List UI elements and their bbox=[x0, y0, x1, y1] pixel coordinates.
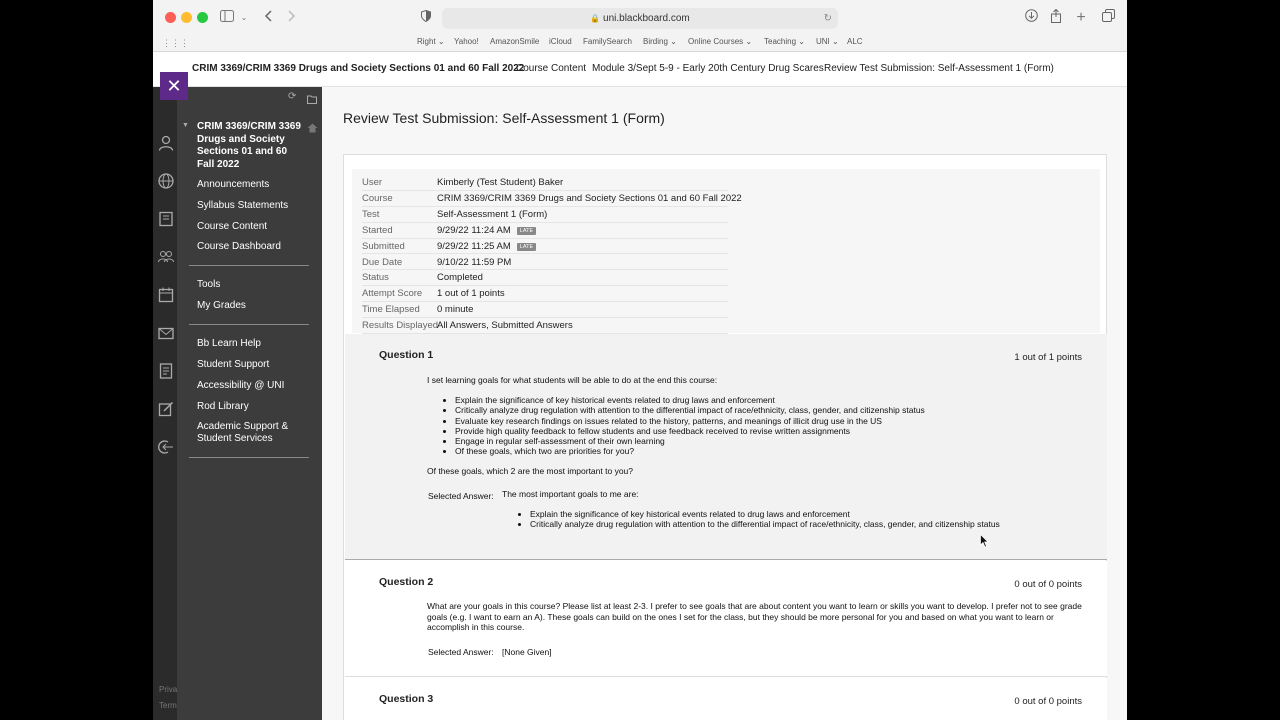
detail-value-text: Completed bbox=[437, 272, 483, 284]
minimize-window-button[interactable] bbox=[181, 12, 192, 23]
tab-overview-icon[interactable] bbox=[1100, 9, 1116, 27]
breadcrumb-current-page: Review Test Submission: Self-Assessment 1 (Form) bbox=[824, 63, 1054, 74]
list-item: • Explain the significance of key historical events related to drug laws and enforcement bbox=[530, 509, 1000, 519]
detail-value bbox=[437, 304, 473, 315]
detail-label: Results Displayed bbox=[362, 320, 439, 332]
breadcrumb-module[interactable]: Module 3/Sept 5-9 - Early 20th Century Drug Scares bbox=[592, 63, 824, 74]
download-icon[interactable] bbox=[1023, 9, 1039, 27]
question-title: Question 2 bbox=[379, 576, 434, 588]
detail-label: Status bbox=[362, 272, 389, 284]
folder-icon[interactable] bbox=[307, 91, 317, 109]
detail-value bbox=[437, 177, 563, 188]
bookmark-birding[interactable]: Birding ⌄ bbox=[643, 37, 677, 46]
selected-answer-label: Selected Answer: bbox=[428, 491, 494, 501]
detail-value bbox=[437, 288, 505, 299]
list-item: • Of these goals, which two are priorities for you? bbox=[455, 446, 925, 456]
share-icon[interactable] bbox=[1048, 9, 1064, 27]
reload-icon[interactable]: ↻ bbox=[823, 13, 832, 24]
detail-value bbox=[437, 209, 547, 220]
globe-icon[interactable] bbox=[157, 173, 175, 191]
detail-value bbox=[437, 193, 742, 204]
list-item: • Evaluate key research findings on issues related to the history, patterns, and meanings of illicit drug use in the US bbox=[455, 416, 925, 426]
detail-value bbox=[437, 257, 511, 268]
browser-window bbox=[153, 0, 1127, 720]
terms-link[interactable]: Term bbox=[159, 701, 177, 710]
detail-label: Course bbox=[362, 192, 393, 204]
bookmark-amazonsmile[interactable]: AmazonSmile bbox=[490, 37, 540, 46]
detail-row bbox=[362, 318, 728, 334]
bookmark-label: Right bbox=[417, 37, 436, 46]
bookmark-icloud[interactable]: iCloud bbox=[549, 37, 572, 46]
question-intro: I set learning goals for what students will be able to do at the end this course: bbox=[427, 375, 718, 385]
zoom-window-button[interactable] bbox=[197, 12, 208, 23]
course-menu-item-syllabus-statements[interactable]: Syllabus Statements bbox=[197, 200, 289, 211]
detail-value-text: 0 minute bbox=[437, 304, 474, 316]
course-menu-title[interactable]: CRIM 3369/CRIM 3369 Drugs and Society Sections 01 and 60 Fall 2022 bbox=[197, 121, 301, 170]
courses-icon[interactable] bbox=[157, 211, 175, 229]
course-menu-item-announcements[interactable]: Announcements bbox=[197, 179, 270, 190]
grades-icon[interactable] bbox=[157, 363, 175, 381]
bookmark-familysearch[interactable]: FamilySearch bbox=[583, 37, 632, 46]
bookmark-label: UNI bbox=[816, 37, 830, 46]
sidebar-toggle-icon[interactable] bbox=[219, 9, 235, 27]
course-menu-item-academic-support[interactable]: Academic Support & Student Services bbox=[197, 421, 289, 444]
close-window-button[interactable] bbox=[165, 12, 176, 23]
detail-row bbox=[362, 302, 728, 318]
detail-row bbox=[362, 255, 728, 271]
grid-icon[interactable]: ⋮⋮⋮ bbox=[162, 38, 189, 48]
detail-value-text: All Answers, Submitted Answers bbox=[437, 320, 573, 332]
question-block bbox=[345, 678, 1107, 720]
list-item: • Critically analyze drug regulation with attention to the differential impact of race/ethnicity, class, gender, and citizenship status bbox=[455, 405, 925, 415]
late-badge: LATE bbox=[517, 227, 536, 235]
main-content bbox=[322, 87, 1127, 720]
question-points: 0 out of 0 points bbox=[1014, 696, 1082, 707]
late-badge: LATE bbox=[517, 243, 536, 251]
detail-label: Test bbox=[362, 208, 380, 220]
detail-value bbox=[437, 241, 536, 252]
detail-label: Submitted bbox=[362, 240, 405, 252]
forward-icon[interactable] bbox=[285, 9, 299, 27]
bookmark-right[interactable]: Right ⌄ bbox=[417, 37, 445, 46]
chevron-down-icon[interactable]: ⌄ bbox=[240, 13, 248, 22]
detail-value-text: 1 out of 1 points bbox=[437, 288, 505, 300]
bookmark-alc[interactable]: ALC bbox=[847, 37, 863, 46]
detail-value-text: CRIM 3369/CRIM 3369 Drugs and Society Sections 01 and 60 Fall 2022 bbox=[437, 192, 742, 204]
detail-value-text: 9/29/22 11:24 AM bbox=[437, 224, 511, 236]
detail-label: Started bbox=[362, 224, 393, 236]
close-menu-button[interactable] bbox=[160, 72, 188, 100]
calendar-icon[interactable] bbox=[157, 287, 175, 305]
menu-divider bbox=[189, 324, 309, 325]
question-title: Question 3 bbox=[379, 693, 434, 705]
question-block bbox=[345, 561, 1107, 677]
tools-icon[interactable] bbox=[157, 401, 175, 419]
selected-answer: The most important goals to me are: bbox=[502, 489, 639, 499]
refresh-icon[interactable]: ⟳ bbox=[288, 91, 297, 102]
detail-value-text: 9/29/22 11:25 AM bbox=[437, 240, 511, 252]
course-menu-item-accessibility[interactable]: Accessibility @ UNI bbox=[197, 380, 285, 391]
menu-divider bbox=[189, 457, 309, 458]
bookmark-uni[interactable]: UNI ⌄ bbox=[816, 37, 839, 46]
new-tab-icon[interactable]: + bbox=[1076, 9, 1086, 26]
course-menu-item-course-content[interactable]: Course Content bbox=[197, 221, 268, 232]
detail-row bbox=[362, 239, 728, 255]
course-menu-item-tools[interactable]: Tools bbox=[197, 279, 221, 290]
course-menu-item-bb-learn-help[interactable]: Bb Learn Help bbox=[197, 338, 261, 349]
detail-label: Time Elapsed bbox=[362, 304, 420, 316]
list-item: • Explain the significance of key historical events related to drug laws and enforcement bbox=[455, 395, 925, 405]
selected-answer: [None Given] bbox=[502, 647, 552, 657]
question-points: 0 out of 0 points bbox=[1014, 579, 1082, 590]
question-block bbox=[345, 334, 1107, 560]
detail-row bbox=[362, 270, 728, 286]
lock-icon: 🔒 bbox=[590, 14, 601, 23]
page-title: Review Test Submission: Self-Assessment 1 (Form) bbox=[343, 110, 665, 126]
question-prompt: Of these goals, which 2 are the most important to you? bbox=[427, 466, 633, 476]
breadcrumb bbox=[153, 52, 1127, 87]
back-icon[interactable] bbox=[261, 9, 275, 27]
detail-label: User bbox=[362, 177, 383, 188]
course-menu-item-student-support[interactable]: Student Support bbox=[197, 359, 270, 370]
bookmark-label: Teaching bbox=[764, 37, 797, 46]
submission-details bbox=[352, 169, 1100, 333]
mouse-cursor-icon bbox=[980, 534, 990, 548]
goals-list bbox=[455, 395, 925, 457]
list-item: • Provide high quality feedback to fellow students and use feedback received to revise written assignments bbox=[455, 426, 925, 436]
answer-list bbox=[530, 509, 1000, 530]
question-text: What are your goals in this course? Please list at least 2-3. I prefer to see goals that are about content you want to learn or skills you want to develop. I prefer not to see grade goals (e.g. I want to earn an A). These goals can build on the ones I set for the class, but they should be more personal for you and based on what you want to learn or accomplish in this course. bbox=[427, 601, 1082, 632]
list-item: • Engage in regular self-assessment of their own learning bbox=[455, 436, 925, 446]
bookmark-online-courses[interactable]: Online Courses ⌄ bbox=[688, 37, 753, 46]
detail-row bbox=[362, 286, 728, 302]
detail-value bbox=[437, 320, 573, 331]
caret-down-icon[interactable]: ▼ bbox=[182, 122, 189, 129]
detail-value bbox=[437, 225, 536, 236]
detail-row bbox=[362, 223, 728, 239]
breadcrumb-course-content[interactable]: Course Content bbox=[516, 63, 587, 74]
left-icon-bar bbox=[153, 52, 177, 720]
browser-toolbar bbox=[153, 0, 1127, 35]
bookmark-yahoo[interactable]: Yahoo! bbox=[454, 37, 479, 46]
course-menu-item-rod-library[interactable]: Rod Library bbox=[197, 401, 249, 412]
detail-row bbox=[362, 175, 728, 191]
course-menu-item-my-grades[interactable]: My Grades bbox=[197, 300, 246, 311]
messages-icon[interactable] bbox=[157, 325, 175, 343]
user-icon[interactable] bbox=[157, 135, 175, 153]
address-bar[interactable] bbox=[442, 8, 838, 29]
detail-row bbox=[362, 191, 742, 207]
detail-label: Due Date bbox=[362, 256, 403, 268]
submission-card bbox=[343, 154, 1107, 720]
detail-value-text: Kimberly (Test Student) Baker bbox=[437, 177, 564, 188]
sign-out-icon[interactable] bbox=[157, 439, 175, 457]
detail-value-text: Self-Assessment 1 (Form) bbox=[437, 208, 548, 220]
detail-row bbox=[362, 207, 728, 223]
course-menu-item-course-dashboard[interactable]: Course Dashboard bbox=[197, 241, 281, 252]
close-icon: ✕ bbox=[166, 76, 182, 96]
selected-answer-label: Selected Answer: bbox=[428, 647, 494, 657]
home-icon[interactable] bbox=[307, 120, 318, 138]
menu-divider bbox=[189, 265, 309, 266]
bookmarks-bar bbox=[153, 35, 1127, 52]
course-menu bbox=[177, 87, 322, 720]
detail-label: Attempt Score bbox=[362, 288, 423, 300]
privacy-link[interactable]: Priva bbox=[159, 685, 178, 694]
list-item: • Critically analyze drug regulation with attention to the differential impact of race/ethnicity, class, gender, and citizenship status bbox=[530, 519, 1000, 529]
shield-icon[interactable] bbox=[419, 9, 433, 27]
breadcrumb-course[interactable]: CRIM 3369/CRIM 3369 Drugs and Society Sections 01 and 60 Fall 2022 bbox=[192, 63, 525, 74]
organizations-icon[interactable] bbox=[157, 249, 175, 267]
question-title: Question 1 bbox=[379, 349, 434, 361]
bookmark-teaching[interactable]: Teaching ⌄ bbox=[764, 37, 805, 46]
bookmark-label: Birding bbox=[643, 37, 668, 46]
bookmark-label: Online Courses bbox=[688, 37, 744, 46]
detail-value bbox=[437, 272, 483, 283]
question-points: 1 out of 1 points bbox=[1014, 352, 1082, 363]
url-text: uni.blackboard.com bbox=[603, 13, 690, 24]
detail-value-text: 9/10/22 11:59 PM bbox=[437, 256, 512, 268]
